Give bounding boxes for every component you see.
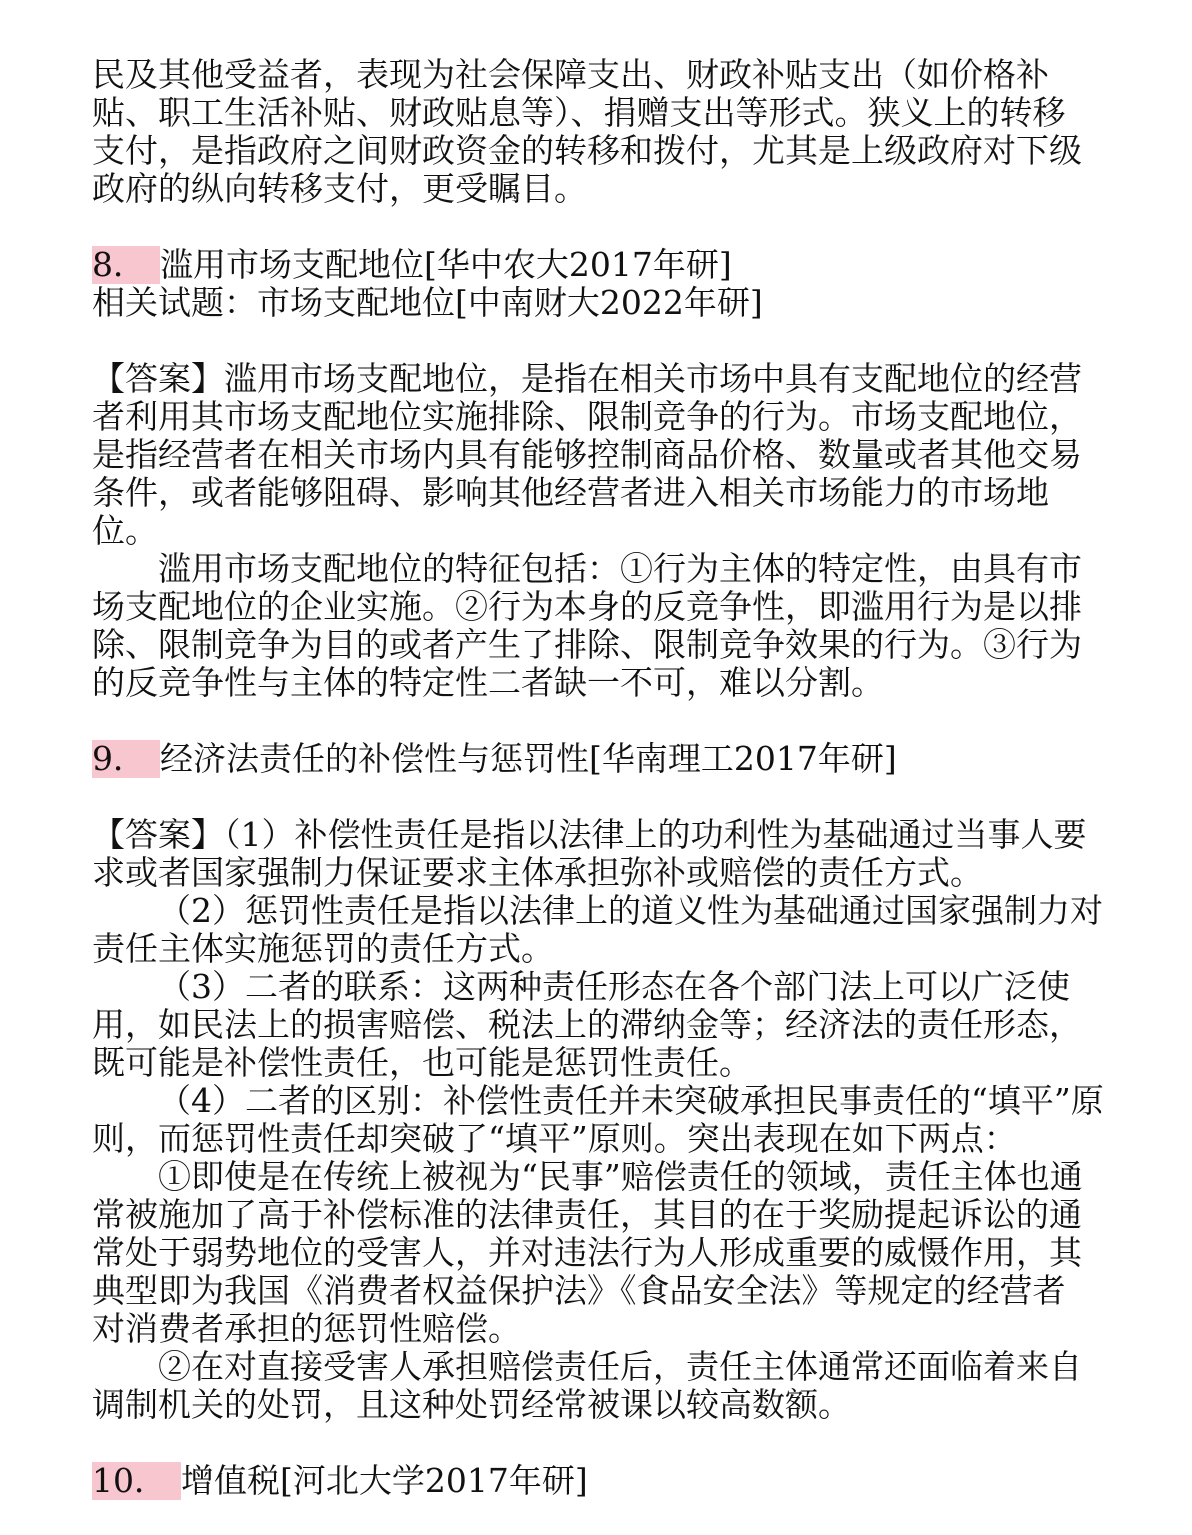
text-line: 既可能是补偿性责任，也可能是惩罚性责任。 xyxy=(92,1044,752,1082)
question-10-heading xyxy=(92,1462,1122,1500)
text-line: 场支配地位的企业实施。②行为本身的反竞争性，即滥用行为是以排 xyxy=(92,588,1082,626)
spacer xyxy=(92,208,1122,246)
text-line: 典型即为我国《消费者权益保护法》《食品安全法》等规定的经营者 xyxy=(92,1272,1066,1310)
text-line: （3）二者的联系：这两种责任形态在各个部门法上可以广泛使 xyxy=(158,968,1070,1006)
text-line: 【答案】（1）补偿性责任是指以法律上的功利性为基础通过当事人要 xyxy=(92,816,1087,854)
text-line: 常被施加了高于补偿标准的法律责任，其目的在于奖励提起诉讼的通 xyxy=(92,1196,1082,1234)
text-line: 政府的纵向转移支付，更受瞩目。 xyxy=(92,170,587,208)
text-line: 【答案】滥用市场支配地位，是指在相关市场中具有支配地位的经营 xyxy=(92,360,1082,398)
text-line: 者利用其市场支配地位实施排除、限制竞争的行为。市场支配地位， xyxy=(92,398,1082,436)
document-page xyxy=(92,56,1122,1500)
text-line: 用，如民法上的损害赔偿、税法上的滞纳金等；经济法的责任形态， xyxy=(92,1006,1082,1044)
text-line: 则，而惩罚性责任却突破了“填平”原则。突出表现在如下两点： xyxy=(92,1120,1017,1158)
text-line: （4）二者的区别：补偿性责任并未突破承担民事责任的“填平”原 xyxy=(158,1082,1104,1120)
text-line: ②在对直接受害人承担赔偿责任后，责任主体通常还面临着来自 xyxy=(158,1348,1082,1386)
text-line: 位。 xyxy=(92,512,158,550)
text-line: 对消费者承担的惩罚性赔偿。 xyxy=(92,1310,521,1348)
question-8-answer xyxy=(92,360,1122,702)
text-line: 调制机关的处罚，且这种处罚经常被课以较高数额。 xyxy=(92,1386,851,1424)
spacer xyxy=(92,778,1122,816)
text-line: 责任主体实施惩罚的责任方式。 xyxy=(92,930,554,968)
text-line: 是指经营者在相关市场内具有能够控制商品价格、数量或者其他交易 xyxy=(92,436,1082,474)
text-line: 求或者国家强制力保证要求主体承担弥补或赔偿的责任方式。 xyxy=(92,854,983,892)
question-9-heading xyxy=(92,740,1122,778)
text-line: 贴、职工生活补贴、财政贴息等）、捐赠支出等形式。狭义上的转移 xyxy=(92,94,1066,132)
text-line: 常处于弱势地位的受害人，并对违法行为人形成重要的威慑作用，其 xyxy=(92,1234,1082,1272)
spacer xyxy=(92,1424,1122,1462)
text-line: 除、限制竞争为目的或者产生了排除、限制竞争效果的行为。③行为 xyxy=(92,626,1082,664)
text-line: 民及其他受益者，表现为社会保障支出、财政补贴支出（如价格补 xyxy=(92,56,1049,94)
question-number: 10． xyxy=(92,1462,181,1500)
text-line: 的反竞争性与主体的特定性二者缺一不可，难以分割。 xyxy=(92,664,884,702)
question-title: 滥用市场支配地位[华中农大2017年研] xyxy=(160,246,732,284)
text-line: （2）惩罚性责任是指以法律上的道义性为基础通过国家强制力对 xyxy=(158,892,1103,930)
related-question: 相关试题：市场支配地位[中南财大2022年研] xyxy=(92,284,763,322)
text-line: ①即使是在传统上被视为“民事”赔偿责任的领域，责任主体也通 xyxy=(158,1158,1083,1196)
question-title: 增值税[河北大学2017年研] xyxy=(181,1462,588,1500)
question-number: 8． xyxy=(92,246,160,284)
question-8-heading xyxy=(92,246,1122,284)
text-line: 支付，是指政府之间财政资金的转移和拨付，尤其是上级政府对下级 xyxy=(92,132,1082,170)
question-number: 9． xyxy=(92,740,160,778)
spacer xyxy=(92,322,1122,360)
question-title: 经济法责任的补偿性与惩罚性[华南理工2017年研] xyxy=(160,740,897,778)
text-line: 条件，或者能够阻碍、影响其他经营者进入相关市场能力的市场地 xyxy=(92,474,1049,512)
question-9-answer xyxy=(92,816,1122,1424)
intro-paragraph xyxy=(92,56,1122,208)
spacer xyxy=(92,702,1122,740)
text-line: 滥用市场支配地位的特征包括：①行为主体的特定性，由具有市 xyxy=(158,550,1082,588)
